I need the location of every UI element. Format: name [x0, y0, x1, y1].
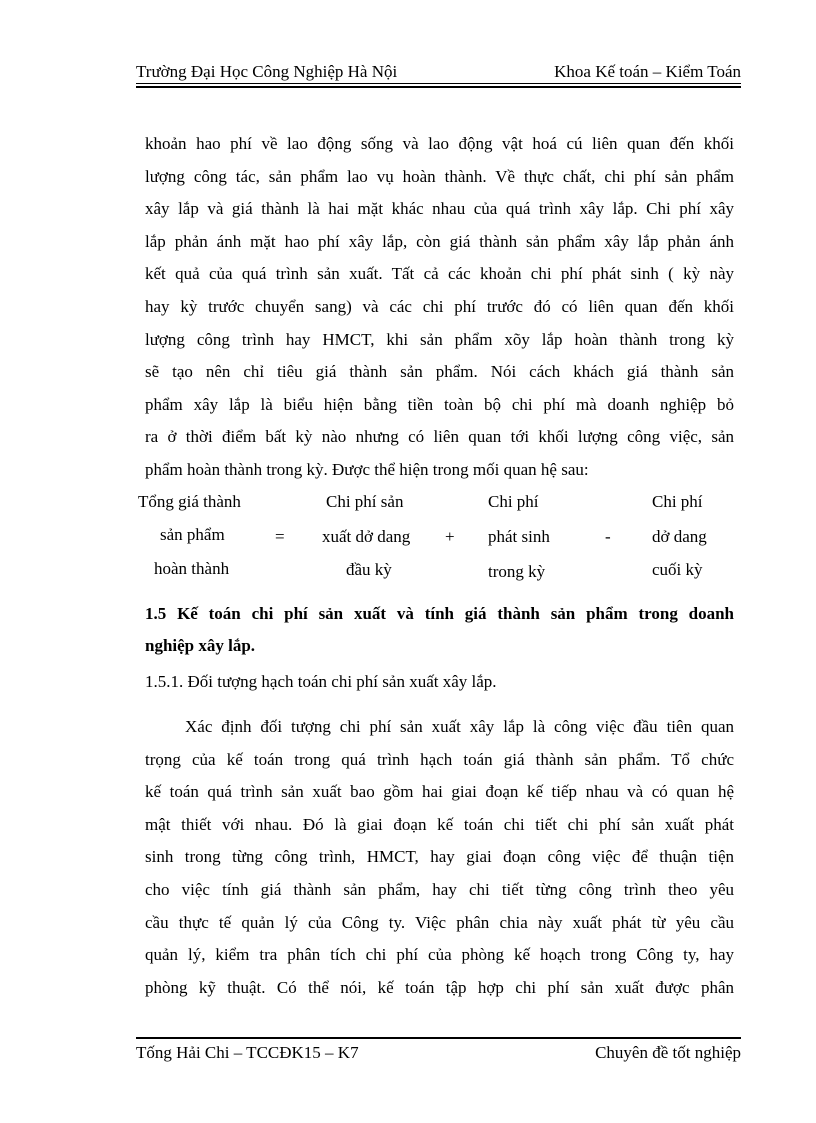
footer-author: Tống Hải Chi – TCCĐK15 – K7 — [136, 1043, 359, 1062]
header-rule-thick — [136, 86, 741, 88]
paragraph-line: lắp phản ánh mặt hao phí xây lắp, còn giá thành sản phẩm xây lắp phản ánh — [145, 231, 734, 251]
paragraph-cost-definition — [145, 128, 734, 487]
paragraph-line: phẩm xây lắp là biểu hiện bằng tiền toàn bộ chi phí mà doanh nghiệp bỏ — [145, 394, 734, 414]
formula-minus-sign: - — [605, 527, 611, 546]
paragraph-line: lượng công trình hay HMCT, khi sản phẩm xõy lắp hoàn thành trong kỳ — [145, 329, 734, 349]
formula-total-cost-line2: sản phẩm — [160, 525, 225, 544]
formula-closing-wip-line1: Chi phí — [652, 492, 703, 511]
paragraph-line: sinh trong từng công trình, HMCT, hay giai đoạn công việc để thuận tiện — [145, 847, 734, 867]
subsection-heading: 1.5.1. Đối tượng hạch toán chi phí sản xuất xây lắp. — [145, 672, 497, 691]
paragraph-line: phòng kỹ thuật. Có thể nói, kế toán tập hợp chi phí sản xuất được phân — [145, 977, 734, 997]
formula-closing-wip-line2: dở dang — [652, 527, 707, 546]
formula-period-cost-line1: Chi phí — [488, 492, 539, 511]
paragraph-line: lượng công tác, sản phẩm lao vụ hoàn thành. Về thực chất, chi phí sản phẩm — [145, 166, 734, 186]
formula-opening-wip-line3: đầu kỳ — [346, 560, 392, 579]
paragraph-line: Xác định đối tượng chi phí sản xuất xây lắp là công việc đầu tiên quan — [185, 717, 734, 736]
paragraph-line: mật thiết với nhau. Đó là giai đoạn kế toán chi tiết chi phí sản xuất phát — [145, 814, 734, 834]
paragraph-line: kết quả của quá trình sản xuất. Tất cả các khoản chi phí phát sinh ( kỳ này — [145, 264, 734, 284]
formula-plus-sign: + — [445, 527, 455, 546]
formula-total-cost-line1: Tổng giá thành — [138, 492, 241, 511]
formula-total-cost-line3: hoàn thành — [154, 559, 230, 578]
header-school-name: Trường Đại Học Công Nghiệp Hà Nội — [136, 62, 398, 81]
paragraph-cost-object — [145, 711, 734, 1004]
page-footer — [136, 1043, 741, 1067]
paragraph-line: cho việc tính giá thành sản phẩm, hay chi tiết từng công trình theo yêu — [145, 879, 734, 899]
paragraph-line: hay kỳ trước chuyển sang) và các chi phí trước đó có liên quan đến khối — [145, 296, 734, 316]
header-rule-thin — [136, 83, 741, 84]
formula-opening-wip-line1: Chi phí sản — [326, 492, 404, 511]
footer-document-type: Chuyên đề tốt nghiệp — [595, 1043, 741, 1062]
paragraph-line: phẩm hoàn thành trong kỳ. Được thể hiện trong mối quan hệ sau: — [145, 459, 589, 479]
formula-period-cost-line2: phát sinh — [488, 527, 550, 546]
paragraph-line: sẽ tạo nên chỉ tiêu giá thành sản phẩm. Nói cách khách giá thành sản — [145, 362, 734, 382]
paragraph-line: kế toán quá trình sản xuất bao gồm hai giai đoạn kế tiếp nhau và có quan hệ — [145, 782, 734, 802]
formula-equals-sign: = — [275, 527, 285, 546]
formula-opening-wip-line2: xuất dở dang — [322, 527, 411, 546]
paragraph-line: cầu thực tế quản lý của Công ty. Việc phân chia này xuất phát từ yêu cầu — [145, 912, 734, 932]
footer-rule — [136, 1037, 741, 1039]
paragraph-line: trọng của kế toán trong quá trình hạch toán giá thành sản phẩm. Tổ chức — [145, 749, 734, 769]
section-heading — [145, 598, 734, 662]
paragraph-line: ra ở thời điểm bất kỳ nào nhưng có liên quan tới khối lượng công việc, sản — [145, 427, 734, 447]
formula-closing-wip-line3: cuối kỳ — [652, 560, 703, 579]
header-department: Khoa Kế toán – Kiểm Toán — [554, 62, 741, 81]
section-heading-line1: 1.5 Kế toán chi phí sản xuất và tính giá thành sản phẩm trong doanh — [145, 604, 734, 623]
paragraph-line: khoản hao phí về lao động sống và lao động vật hoá cú liên quan đến khối — [145, 134, 734, 153]
paragraph-line: xây lắp và giá thành là hai mặt khác nhau của quá trình xây lắp. Chi phí xây — [145, 199, 734, 219]
paragraph-line: quản lý, kiểm tra phân tích chi phí của phòng kế hoạch trong Công ty, hay — [145, 945, 734, 965]
formula-period-cost-line3: trong kỳ — [488, 562, 546, 581]
cost-formula — [136, 488, 741, 588]
section-heading-line2: nghiệp xây lắp. — [145, 636, 256, 655]
